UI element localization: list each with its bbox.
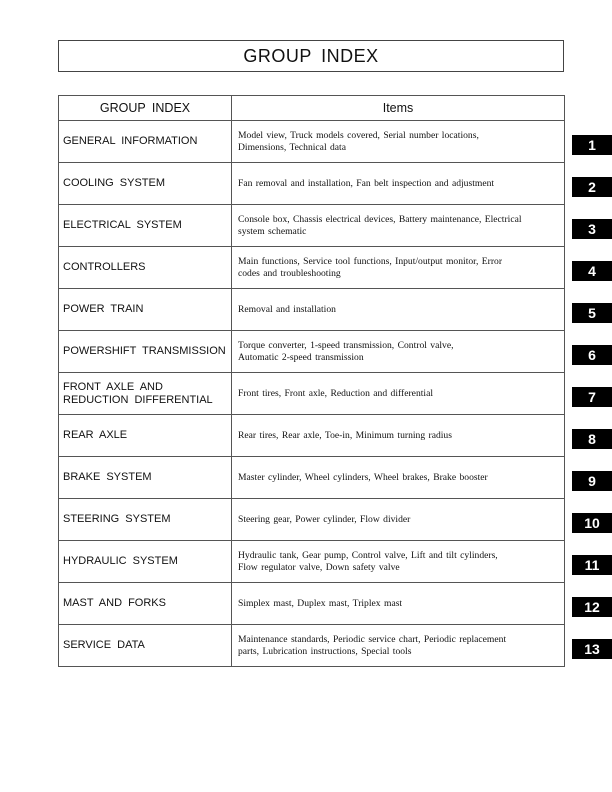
group-name: ELECTRICAL SYSTEM — [59, 205, 232, 247]
group-name: BRAKE SYSTEM — [59, 457, 232, 499]
table-row[interactable] — [59, 331, 565, 373]
table-row[interactable] — [59, 373, 565, 415]
table-row[interactable] — [59, 541, 565, 583]
section-tab-6[interactable]: 6 — [572, 345, 612, 365]
group-items: Rear tires, Rear axle, Toe-in, Minimum turning radius — [232, 415, 565, 457]
group-name: MAST AND FORKS — [59, 583, 232, 625]
table-row[interactable] — [59, 289, 565, 331]
table-row[interactable] — [59, 499, 565, 541]
section-tab-13[interactable]: 13 — [572, 639, 612, 659]
table-header-row — [59, 96, 565, 121]
section-tab-4[interactable]: 4 — [572, 261, 612, 281]
group-items: Removal and installation — [232, 289, 565, 331]
group-column-header: GROUP INDEX — [59, 96, 232, 121]
table-row[interactable] — [59, 121, 565, 163]
group-items: Simplex mast, Duplex mast, Triplex mast — [232, 583, 565, 625]
section-tab-1[interactable]: 1 — [572, 135, 612, 155]
page-title: GROUP INDEX — [243, 45, 379, 66]
table-row[interactable] — [59, 205, 565, 247]
group-items: Torque converter, 1-speed transmission, Control valve, Automatic 2-speed transmission — [232, 331, 565, 373]
group-name: POWERSHIFT TRANSMISSION — [59, 331, 232, 373]
group-name: STEERING SYSTEM — [59, 499, 232, 541]
group-items: Console box, Chassis electrical devices, Battery maintenance, Electrical system schematic — [232, 205, 565, 247]
group-name: COOLING SYSTEM — [59, 163, 232, 205]
section-tab-5[interactable]: 5 — [572, 303, 612, 323]
group-name: REAR AXLE — [59, 415, 232, 457]
section-tab-3[interactable]: 3 — [572, 219, 612, 239]
group-items: Fan removal and installation, Fan belt inspection and adjustment — [232, 163, 565, 205]
group-items: Hydraulic tank, Gear pump, Control valve, Lift and tilt cylinders, Flow regulator valve, Down safety valve — [232, 541, 565, 583]
table-row[interactable] — [59, 415, 565, 457]
group-items: Maintenance standards, Periodic service chart, Periodic replacement parts, Lubrication instructions, Special tools — [232, 625, 565, 667]
section-tab-12[interactable]: 12 — [572, 597, 612, 617]
section-tab-10[interactable]: 10 — [572, 513, 612, 533]
group-name: CONTROLLERS — [59, 247, 232, 289]
table-row[interactable] — [59, 625, 565, 667]
table-row[interactable] — [59, 163, 565, 205]
group-items: Main functions, Service tool functions, Input/output monitor, Error codes and troubleshooting — [232, 247, 565, 289]
group-name: SERVICE DATA — [59, 625, 232, 667]
table-row[interactable] — [59, 583, 565, 625]
table-row[interactable] — [59, 247, 565, 289]
items-column-header: Items — [232, 96, 565, 121]
section-tab-11[interactable]: 11 — [572, 555, 612, 575]
section-tab-2[interactable]: 2 — [572, 177, 612, 197]
section-tab-9[interactable]: 9 — [572, 471, 612, 491]
page-title-box — [58, 40, 564, 72]
section-tab-8[interactable]: 8 — [572, 429, 612, 449]
group-items: Steering gear, Power cylinder, Flow divider — [232, 499, 565, 541]
group-items: Master cylinder, Wheel cylinders, Wheel brakes, Brake booster — [232, 457, 565, 499]
group-name: HYDRAULIC SYSTEM — [59, 541, 232, 583]
group-name: GENERAL INFORMATION — [59, 121, 232, 163]
group-items: Front tires, Front axle, Reduction and differential — [232, 373, 565, 415]
group-name: POWER TRAIN — [59, 289, 232, 331]
section-tab-7[interactable]: 7 — [572, 387, 612, 407]
group-index-table — [58, 95, 565, 667]
group-name: FRONT AXLE AND REDUCTION DIFFERENTIAL — [59, 373, 232, 415]
table-row[interactable] — [59, 457, 565, 499]
group-items: Model view, Truck models covered, Serial number locations, Dimensions, Technical data — [232, 121, 565, 163]
